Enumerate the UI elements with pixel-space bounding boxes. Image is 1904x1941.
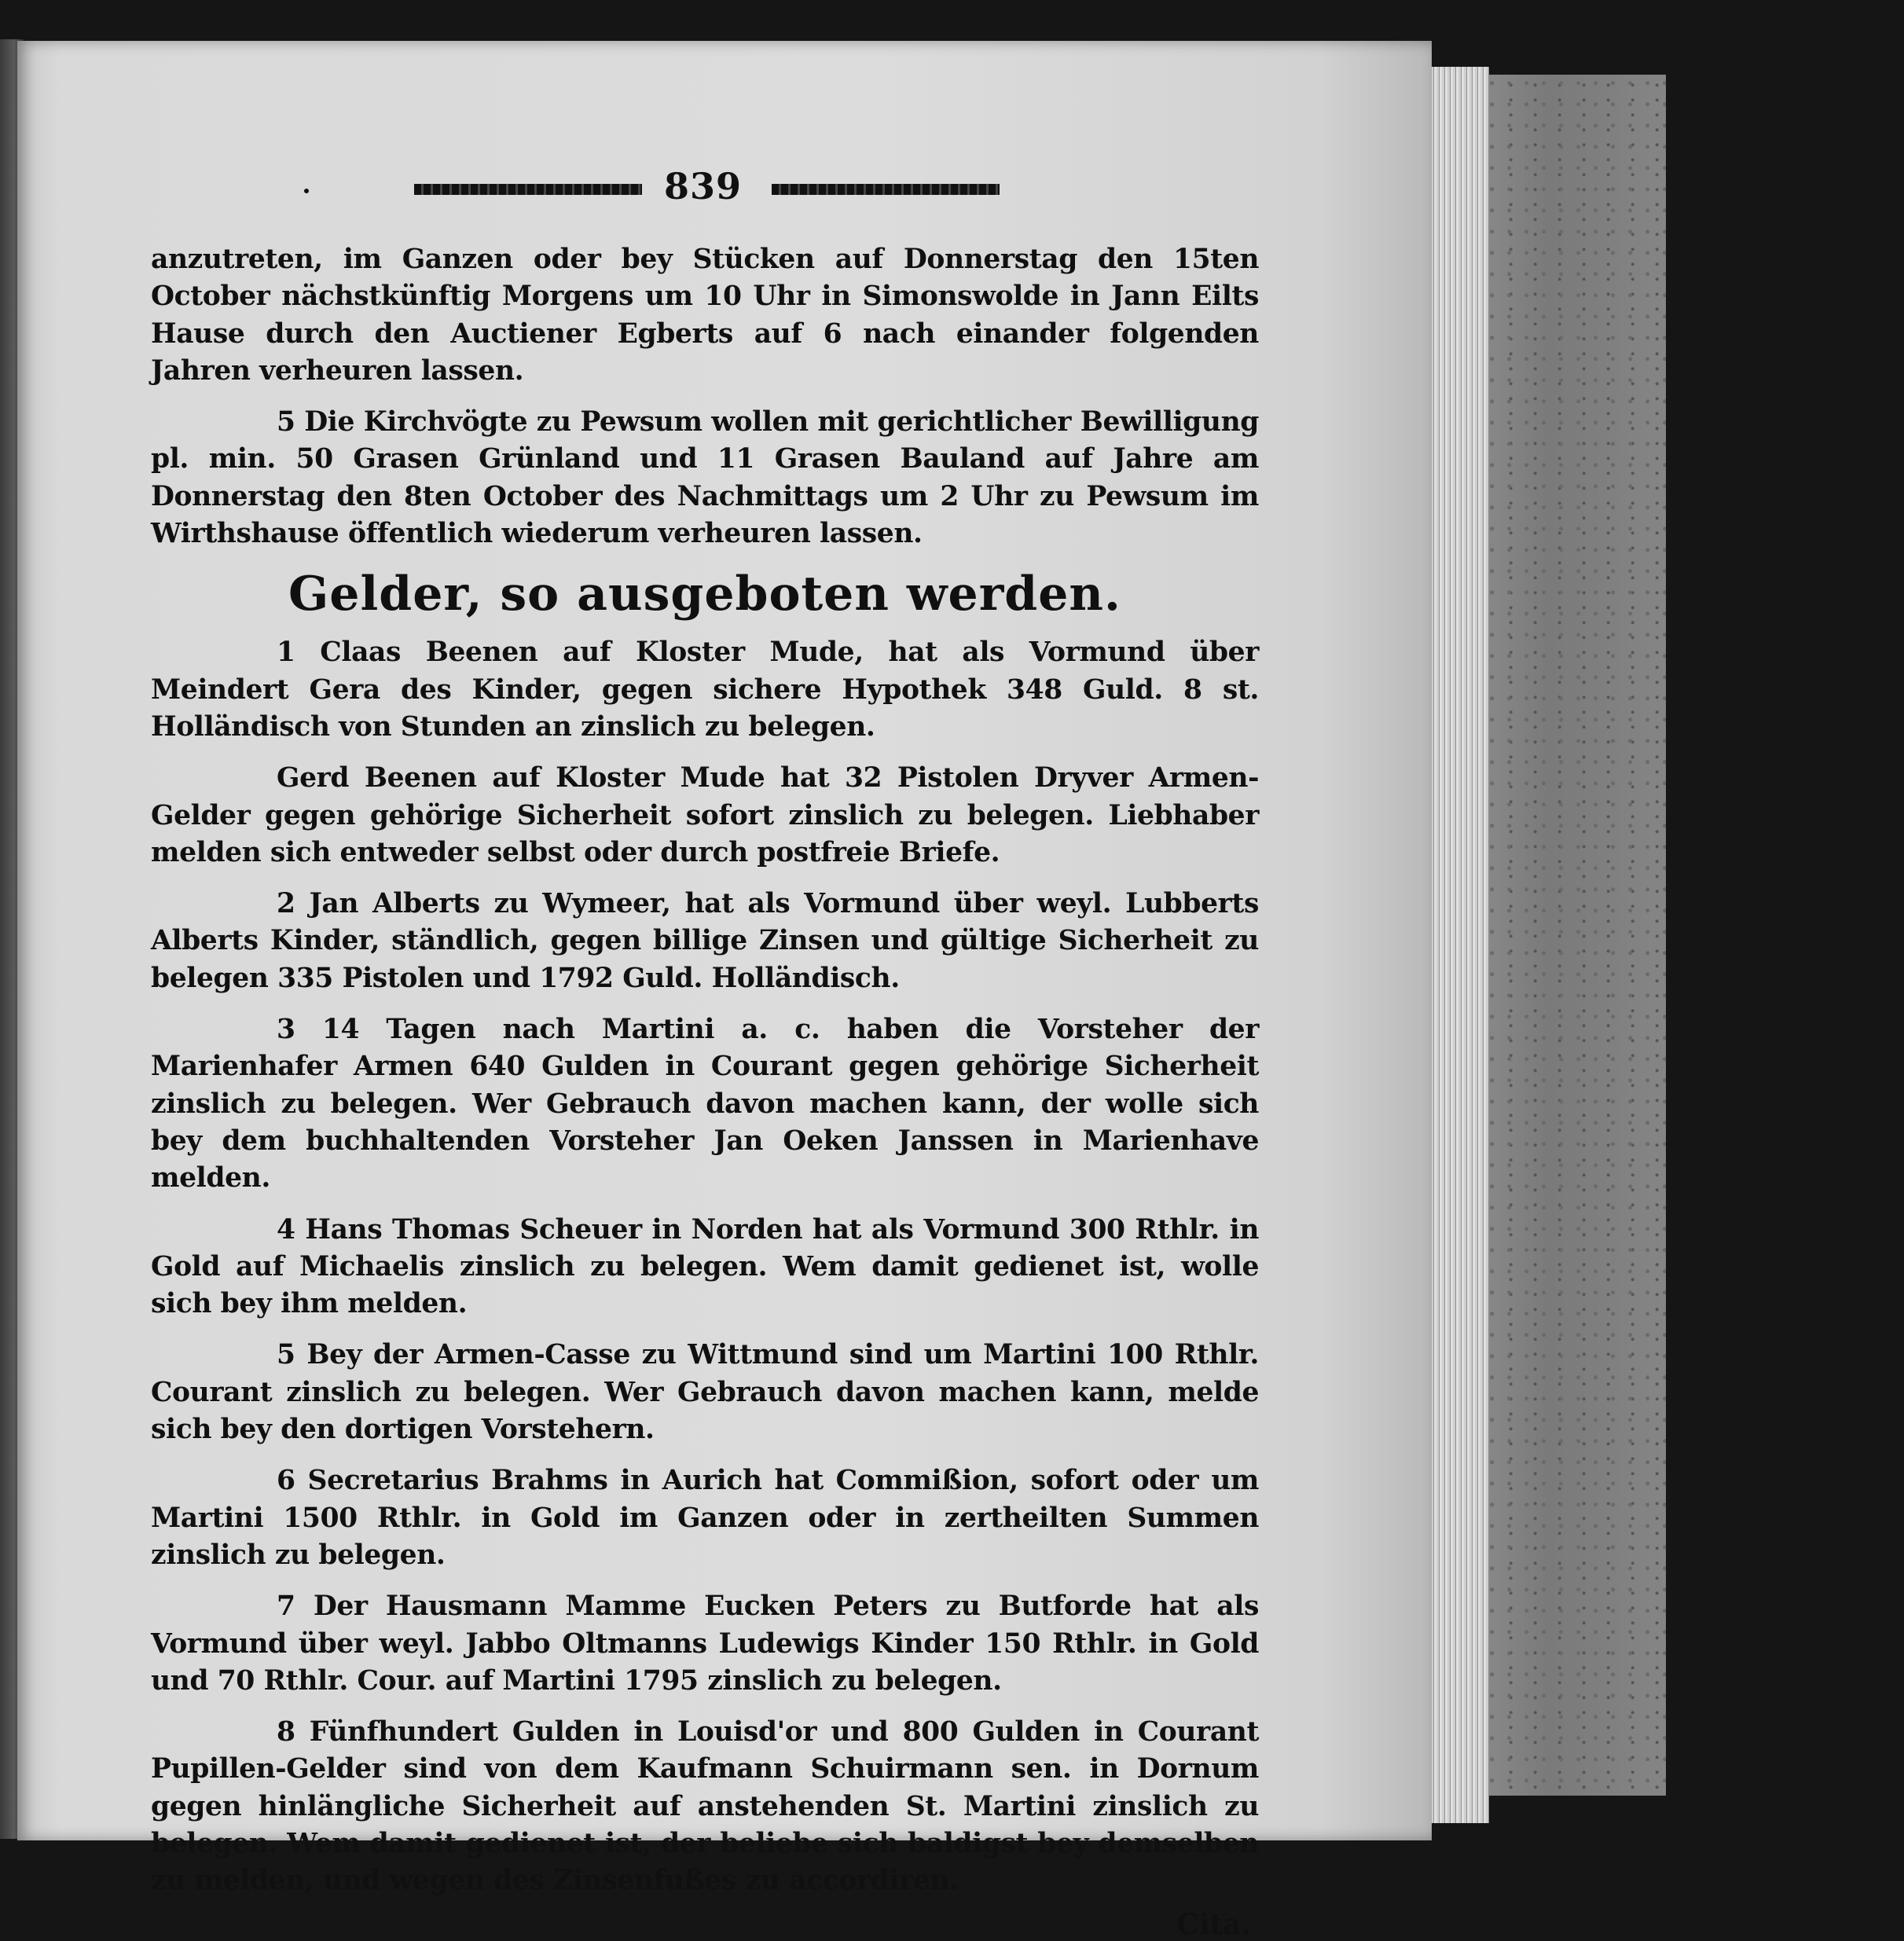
page-number: 839 [664,165,743,207]
entry-5: 5 Bey der Armen-Casse zu Wittmund sind um Martini 100 Rthlr. Courant zinslich zu belegen. Wer Gebrauch davon machen kann, melde sich bey den dortigen Vorstehern. [151,1339,1259,1446]
entry-7: 7 Der Hausmann Mamme Eucken Peters zu Butforde hat als Vormund über weyl. Jabbo Oltmanns Ludewigs Kinder 150 Rthlr. in Gold und 70 Rthlr. Cour. auf Martini 1795 zinslich zu belegen. [151,1591,1259,1697]
header-rule-left [414,184,642,195]
paragraph-item-5: 5 Die Kirchvögte zu Pewsum wollen mit gerichtlicher Bewilligung pl. min. 50 Grasen Grünland und 11 Grasen Bauland auf Jahre am Donnerstag den 8ten October des Nachmittags um 2 Uhr zu Pewsum im Wirthshause öffentlich wiederum verheuren lassen. [151,406,1259,550]
entry-1: 1 Claas Beenen auf Kloster Mude, hat als Vormund über Meindert Gera des Kinder, gegen sichere Hypothek 348 Guld. 8 st. Holländisch von Stunden an zinslich zu belegen. [151,637,1259,743]
entry-3: 3 14 Tagen nach Martini a. c. haben die Vorsteher der Marienhafer Armen 640 Gulden in Courant gegen gehörige Sicherheit zinslich zu belegen. Wer Gebrauch davon machen kann, der wolle sich bey dem buchhaltenden Vorsteher Jan Oeken Janssen in Marienhave melden. [151,1014,1259,1194]
book-page [17,41,1432,1941]
page-header [414,165,996,212]
catchword: Cita. [1176,1907,1251,1941]
entry-6: 6 Secretarius Brahms in Aurich hat Commißion, sofort oder um Martini 1500 Rthlr. in Gold im Ganzen oder in zertheilten Summen zinslich zu belegen. [151,1465,1259,1571]
page-body [151,241,1259,1941]
header-rule-right [772,184,1000,195]
entry-4: 4 Hans Thomas Scheuer in Norden hat als Vormund 300 Rthlr. in Gold auf Michaelis zinslich zu belegen. Wem damit gedienet ist, wolle sich bey ihm melden. [151,1213,1259,1320]
entry-1b: Gerd Beenen auf Kloster Mude hat 32 Pistolen Dryver Armen-Gelder gegen gehörige Sicherheit sofort zinslich zu belegen. Liebhaber melden sich entweder selbst oder durch postfreie Briefe. [151,762,1259,868]
book-cover [1469,75,1666,1796]
section-heading: Gelder, so ausgeboten werden. [288,567,1121,622]
entry-8: 8 Fünfhundert Gulden in Louisd'or und 800 Gulden in Courant Pupillen-Gelder sind von dem Kaufmann Schuirmann sen. in Dornum gegen hinlängliche Sicherheit auf anstehenden St. Martini zinslich zu belegen. Wem damit gedienet ist, der beliebe sich baldigst bey demselben zu melden, und wegen des Zinsenfußes zu accordiren. [151,1716,1259,1897]
entry-2: 2 Jan Alberts zu Wymeer, hat als Vormund über weyl. Lubberts Alberts Kinder, ständlich, gegen billige Zinsen und gültige Sicherheit zu belegen 335 Pistolen und 1792 Guld. Holländisch. [151,888,1259,994]
header-dot [304,189,309,193]
paragraph-continued: anzutreten, im Ganzen oder bey Stücken auf Donnerstag den 15ten October nächstkünftig Morgens um 10 Uhr in Simonswolde in Jann Eilts Hause durch den Auctiener Egberts auf 6 nach einander folgenden Jahren verheuren lassen. [151,244,1259,387]
